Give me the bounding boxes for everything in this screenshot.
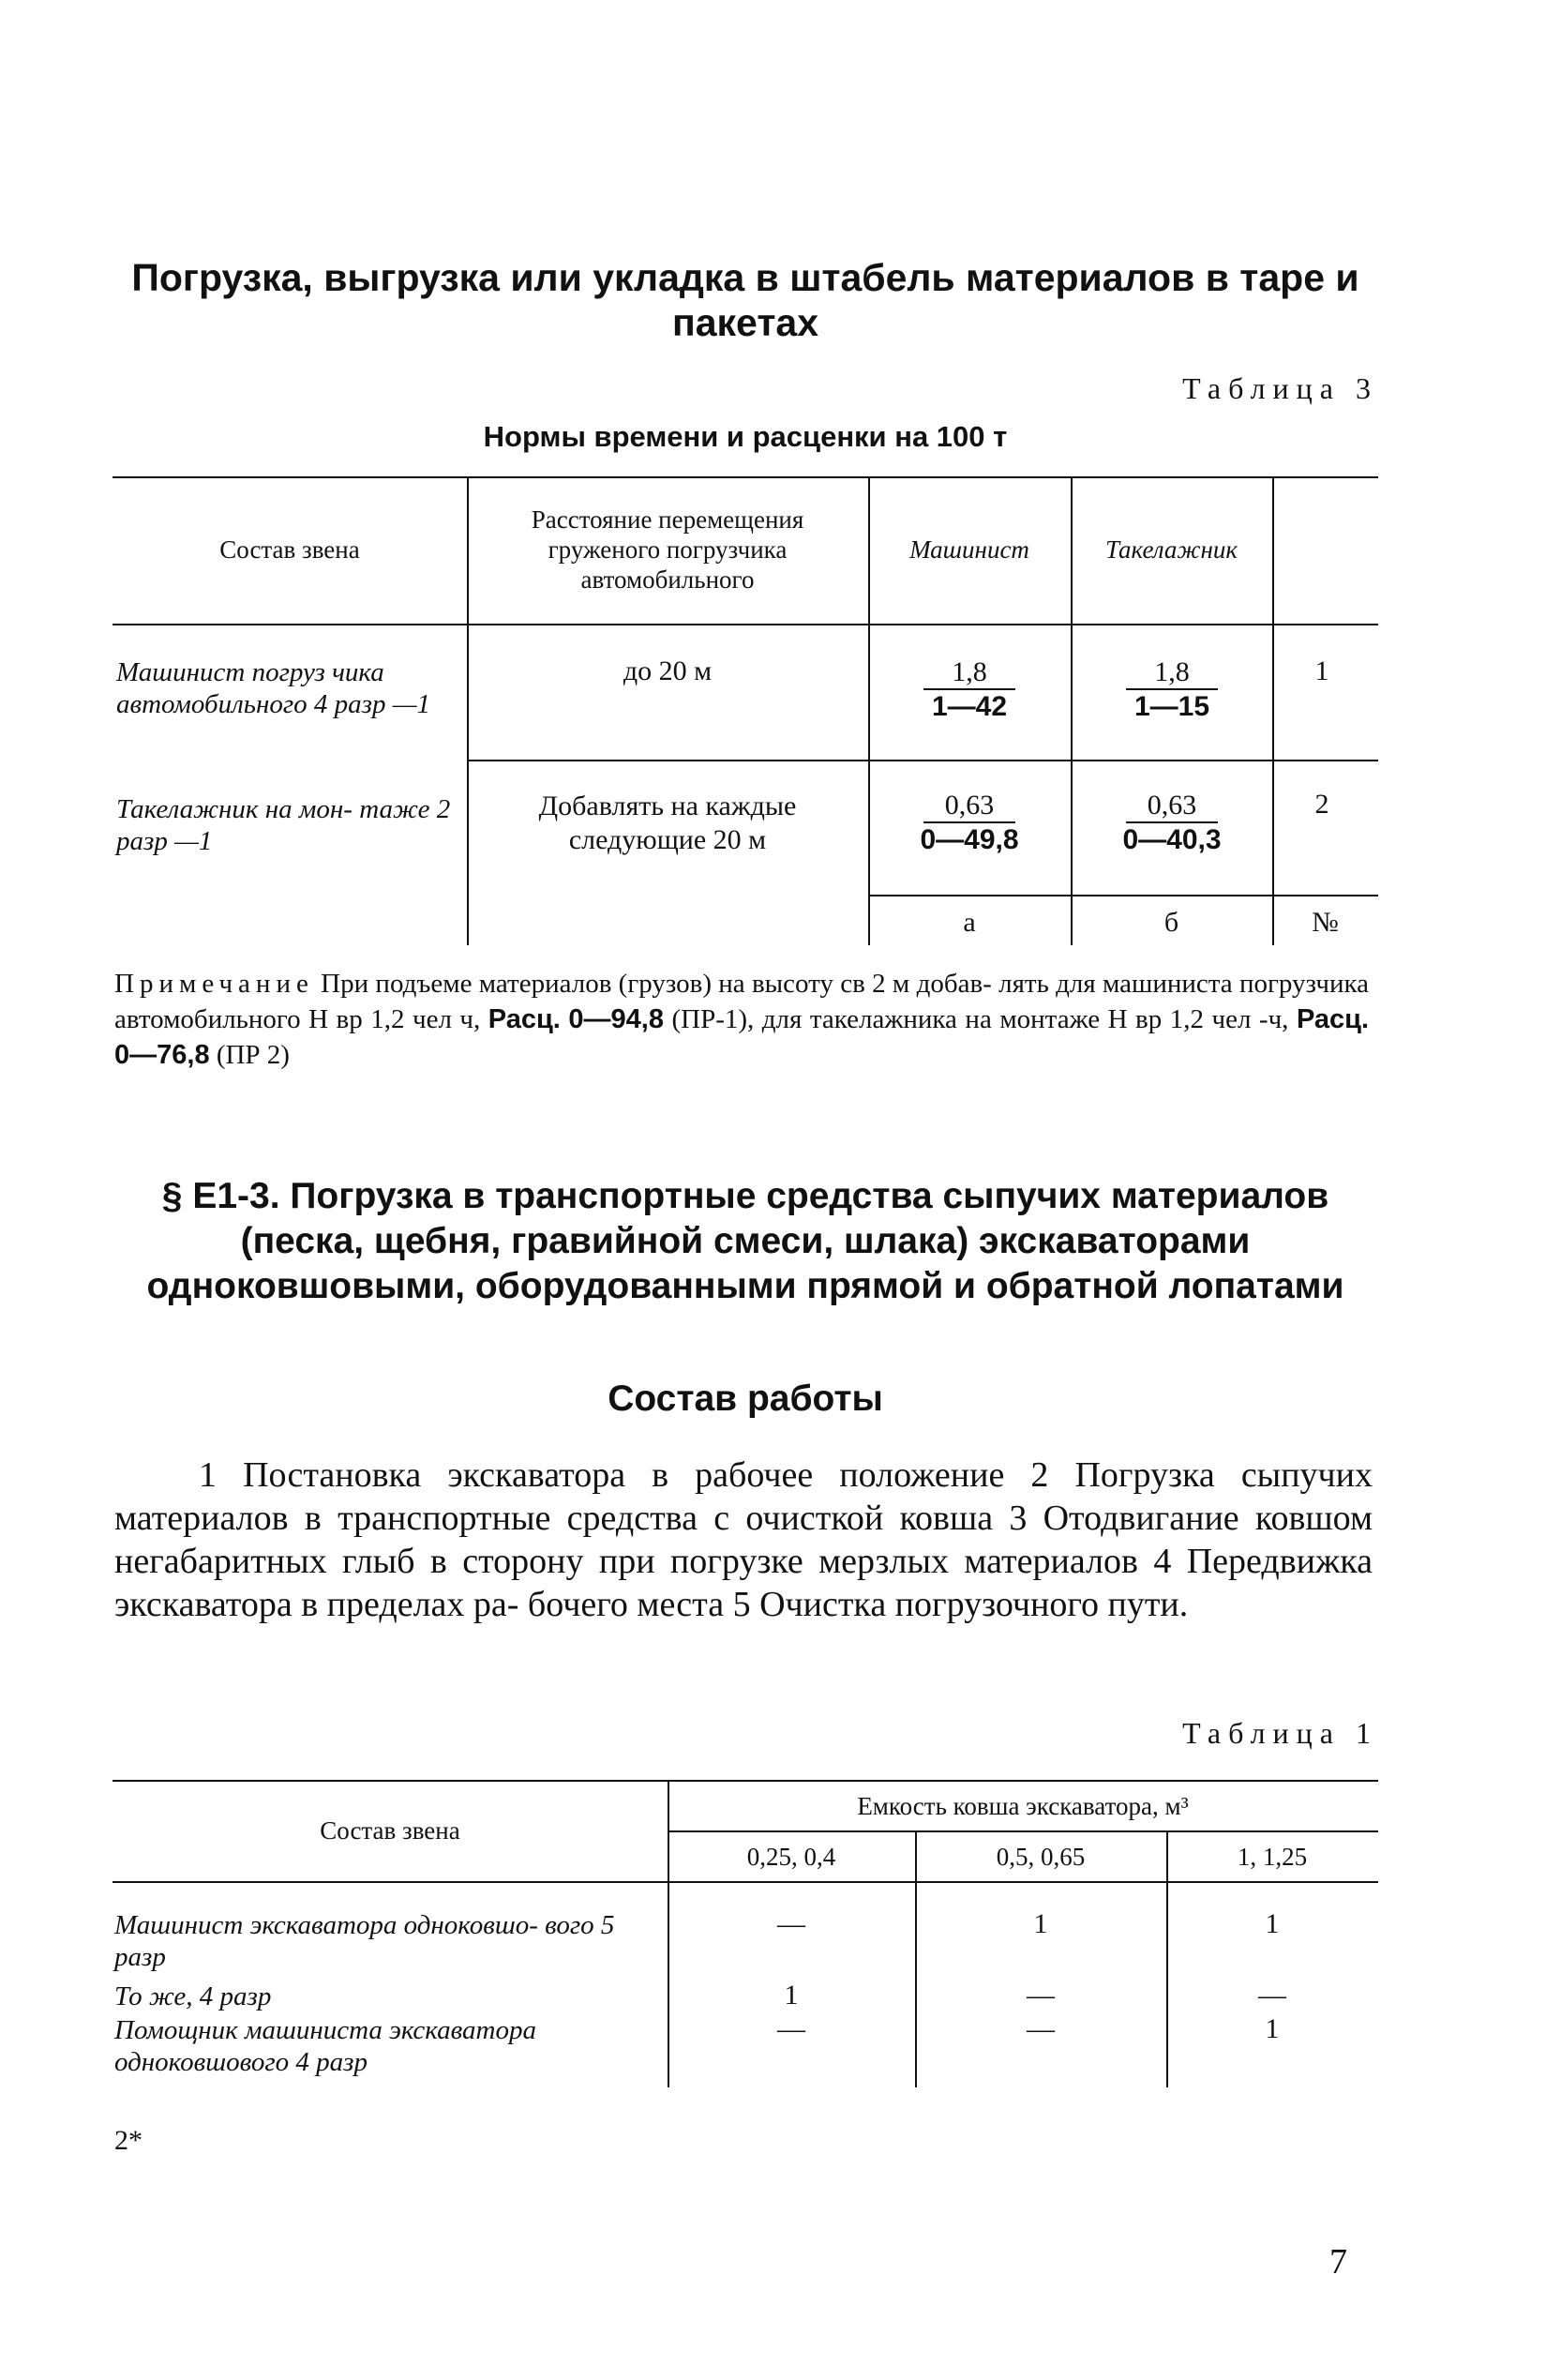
t1-header-capacity: Емкость ковша экскаватора, м³ (857, 1792, 1189, 1820)
t1-row1-crew: Машинист экскаватора одноковшо- вого 5 разр (114, 1910, 615, 1972)
row2-number: 2 (1314, 789, 1329, 820)
table3-col-rule (467, 476, 469, 945)
t1-row1-c1: — (777, 1908, 805, 1939)
t1-row3-c3: 1 (1265, 2013, 1280, 2044)
table1-label: Таблица 1 (1182, 1716, 1378, 1750)
page-number: 7 (1329, 2242, 1347, 2282)
note-rasc-label: Расц. (1296, 1004, 1370, 1034)
t1-row3-c1: — (777, 2013, 805, 2044)
note-rasc-value: 0—94,8 (568, 1004, 664, 1034)
t1-header-c3: 1, 1,25 (1237, 1843, 1308, 1871)
row2-distance: Добавлять на каждые следующие 20 м (538, 791, 797, 855)
note-text: При подъеме материалов (грузов) на высоту св 2 м добав- лять для машиниста погрузчика автомобильного Н вр 1,2 чел ч, (114, 969, 1370, 1034)
t1-row2-c2: — (1027, 1980, 1055, 2011)
t1-row1-c2: 1 (1033, 1908, 1048, 1939)
crew-rigger: Такелажник на мон- таже 2 разр —1 (116, 794, 451, 856)
col-index-b: б (1163, 907, 1179, 938)
table3-index-rule (868, 895, 1378, 896)
norm-value: 0,63 (923, 790, 1015, 823)
work-composition-title: Состав работы (608, 1378, 883, 1419)
t1-row2-crew: То же, 4 разр (114, 1981, 272, 2011)
norm-value: 1,8 (923, 656, 1015, 690)
page-title: Погрузка, выгрузка или укладка в штабель материалов в таре и пакетах (131, 256, 1359, 344)
row1-number: 1 (1314, 655, 1329, 686)
table1-header-rule (113, 1881, 1378, 1883)
row1-operator-norm (913, 656, 1026, 724)
table3-note (114, 966, 1369, 1073)
note-rasc-value: 0—76,8 (114, 1040, 210, 1070)
note-text: (ПР-1), для такелажника на монтаже Н вр 1,2 чел -ч, (671, 1004, 1289, 1034)
header-operator: Машинист (909, 535, 1029, 564)
row1-rigger-norm (1116, 656, 1228, 724)
t1-header-c2: 0,5, 0,65 (996, 1843, 1086, 1871)
t1-row3-c2: — (1027, 2013, 1055, 2044)
price-value: 1—42 (931, 691, 1008, 722)
t1-row2-c1: 1 (784, 1980, 799, 2011)
table3-header-rule (113, 624, 1378, 625)
price-value: 0—49,8 (920, 824, 1019, 855)
t1-header-crew: Состав звена (320, 1816, 460, 1845)
price-value: 0—40,3 (1122, 824, 1222, 855)
row2-operator-norm (913, 790, 1026, 857)
row2-rigger-norm (1116, 790, 1228, 857)
crew-operator: Машинист погруз чика автомобильного 4 разр —1 (116, 657, 431, 719)
section-heading: § Е1-3. Погрузка в транспортные средства сыпучих материалов (песка, щебня, гравийной смеси, шлака) экскаваторами одноковшовыми, оборудованными прямой и обратной лопатами (146, 1176, 1344, 1306)
header-crew: Состав звена (219, 535, 360, 564)
t1-row1-c3: 1 (1265, 1908, 1280, 1939)
note-text: (ПР 2) (216, 1040, 290, 1070)
table1-top-rule (113, 1780, 1378, 1782)
table3-col-rule (1272, 476, 1274, 945)
table3-caption: Нормы времени и расценки на 100 т (483, 420, 1008, 453)
note-label: Примечание (114, 969, 314, 999)
table3-row-rule (467, 760, 1378, 761)
note-rasc-label: Расц. (488, 1004, 561, 1034)
header-rigger: Такелажник (1104, 535, 1238, 564)
t1-row3-crew: Помощник машиниста экскаватора одноковшового 4 разр (114, 2015, 536, 2077)
table3-top-rule (113, 476, 1378, 478)
t1-row2-c3: — (1258, 1980, 1286, 2011)
row1-distance: до 20 м (623, 655, 713, 686)
table1-sub-rule (668, 1830, 1378, 1832)
header-distance: Расстояние перемещения груженого погрузчика автомобильного (531, 505, 804, 594)
norm-value: 1,8 (1126, 656, 1218, 690)
col-index-a: а (963, 907, 976, 938)
work-composition-text: 1 Постановка экскаватора в рабочее положение 2 Погрузка сыпучих материалов в транспортные средства с очисткой ковша 3 Отодвигание ковшом негабаритных глыб в сторону при погрузке мерзлых материалов 4 Передвижка экскаватора в пределах ра- бочего места 5 Очистка погрузочного пути. (114, 1455, 1373, 1624)
table3-label: Таблица 3 (1182, 371, 1378, 405)
t1-header-c1: 0,25, 0,4 (746, 1843, 836, 1871)
col-index-no: № (1312, 907, 1339, 938)
price-value: 1—15 (1133, 691, 1210, 722)
signature-mark: 2* (114, 2125, 143, 2156)
norm-value: 0,63 (1126, 790, 1218, 823)
